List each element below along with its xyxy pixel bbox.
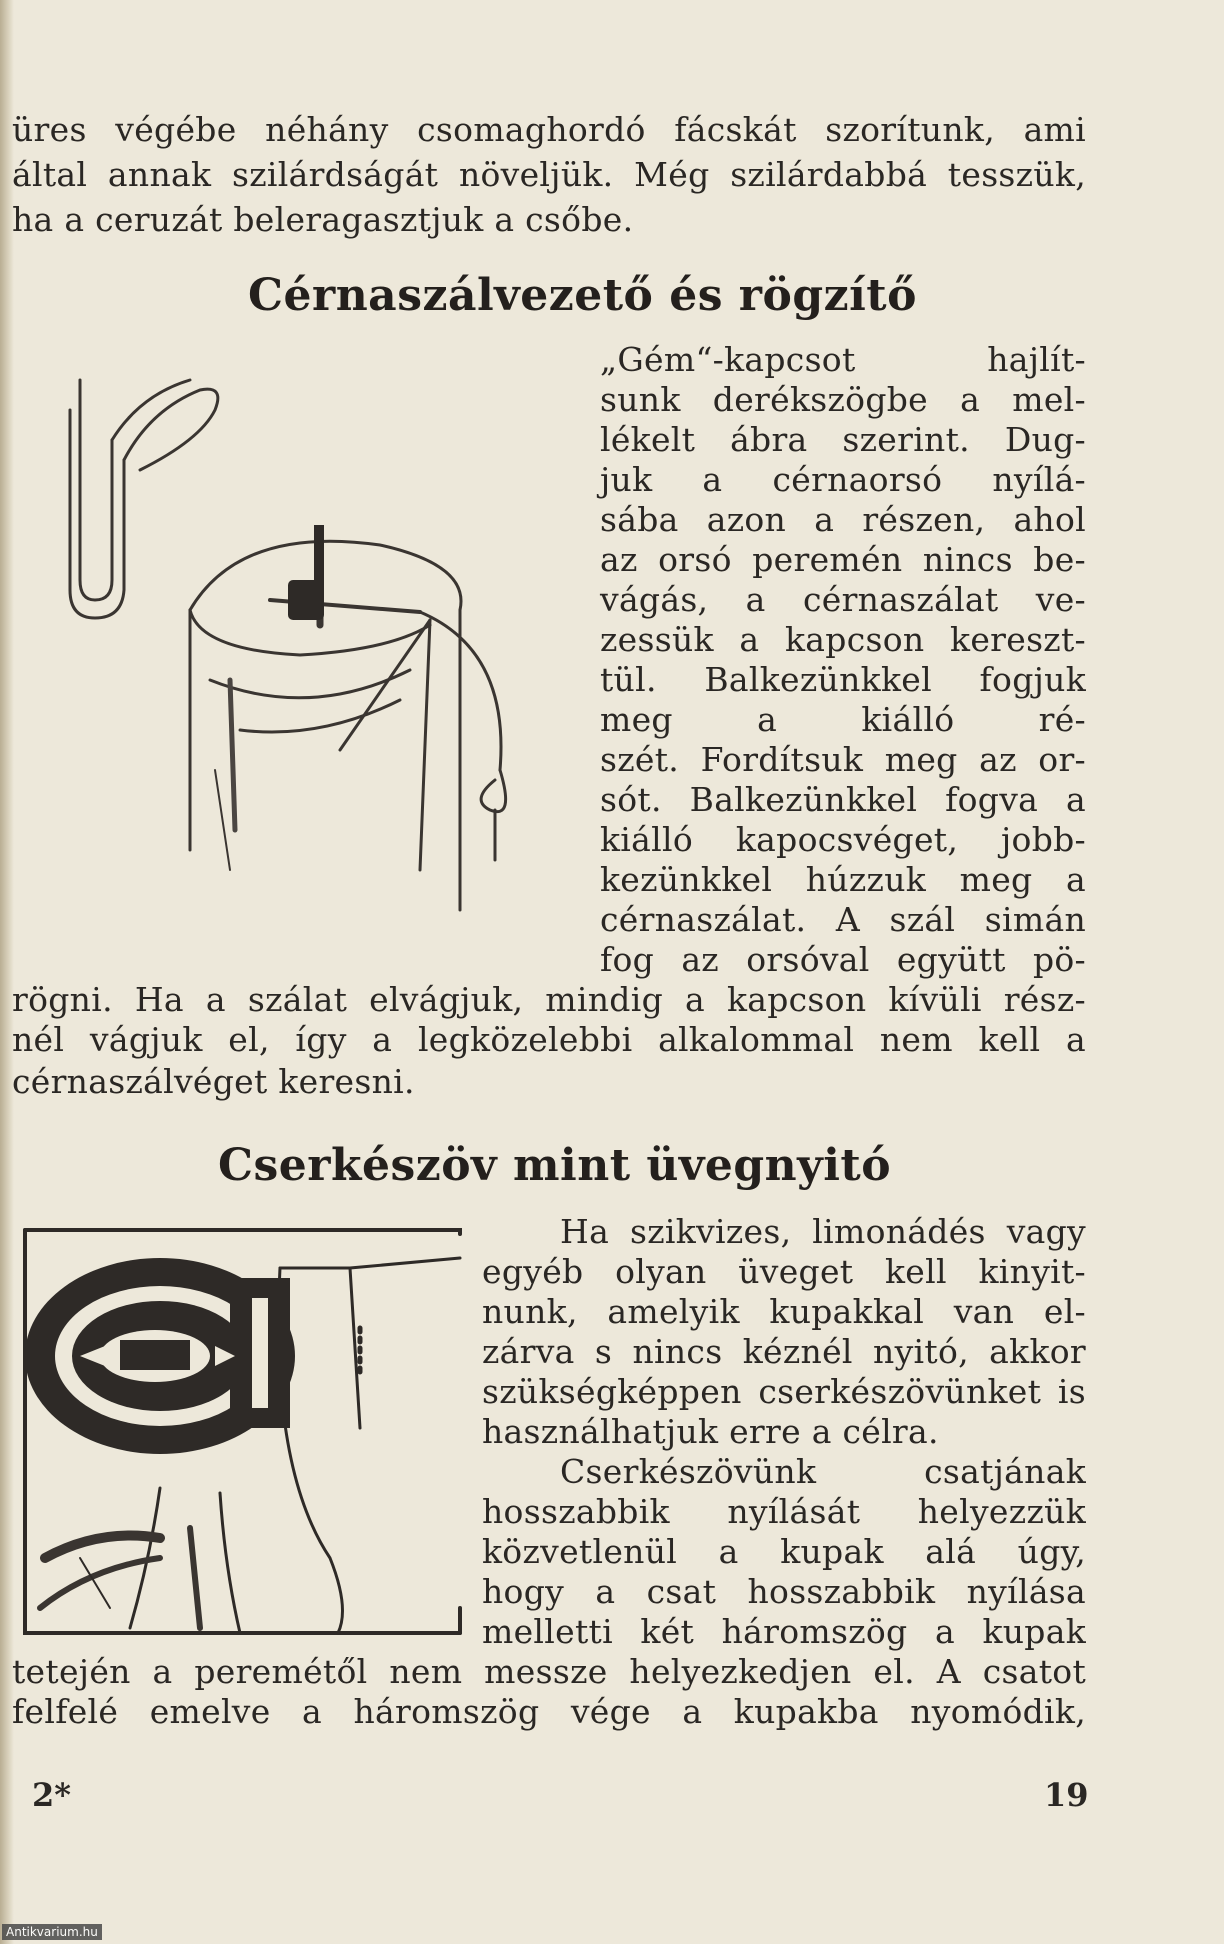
- belt-side-line-8: hosszabbik nyílását helyezzük: [482, 1492, 1086, 1531]
- thread-side-line-15: cérnaszálat. A szál simán: [600, 900, 1086, 939]
- belt-side-line-2: egyéb olyan üveget kell kinyit-: [482, 1252, 1086, 1291]
- intro-line-1: üres végébe néhány csomaghordó fácskát szorítunk, ami: [12, 110, 1086, 149]
- intro-line-2: által annak szilárdságát növeljük. Még szilárdabbá tesszük,: [12, 155, 1086, 194]
- belt-full-line-1: tetején a peremétől nem messze helyezkedjen el. A csatot: [12, 1652, 1086, 1691]
- thread-side-line-6: az orsó peremén nincs be-: [600, 540, 1086, 579]
- thread-side-line-8: zessük a kapcson kereszt-: [600, 620, 1086, 659]
- thread-side-line-12: sót. Balkezünkkel fogva a: [600, 780, 1086, 819]
- belt-side-line-10: hogy a csat hosszabbik nyílása: [482, 1572, 1086, 1611]
- thread-side-line-4: juk a cérnaorsó nyílá-: [600, 460, 1086, 499]
- belt-side-line-5: szükségképpen cserkészövünket is: [482, 1372, 1086, 1411]
- thread-spool-clip-illustration: [40, 350, 540, 950]
- thread-full-line-1: rögni. Ha a szálat elvágjuk, mindig a kapcson kívüli rész-: [12, 980, 1086, 1019]
- section-heading-thread-guide: Cérnaszálvezető és rögzítő: [248, 270, 917, 321]
- belt-side-line-1: Ha szikvizes, limonádés vagy: [560, 1212, 1086, 1251]
- belt-side-line-6: használhatjuk erre a célra.: [482, 1412, 939, 1451]
- page-number: 19: [1044, 1776, 1089, 1814]
- thread-side-line-2: sunk derékszögbe a mel-: [600, 380, 1086, 419]
- belt-side-line-3: nunk, amelyik kupakkal van el-: [482, 1292, 1086, 1331]
- thread-side-line-13: kiálló kapocsvéget, jobb-: [600, 820, 1086, 859]
- antikvarium-watermark: Antikvarium.hu: [2, 1924, 102, 1940]
- thread-side-line-11: szét. Fordítsuk meg az or-: [600, 740, 1086, 779]
- belt-side-line-11: melletti két háromszög a kupak: [482, 1612, 1086, 1651]
- section-heading-belt-opener: Cserkészöv mint üvegnyitó: [218, 1140, 892, 1191]
- thread-full-line-2: nél vágjuk el, így a legközelebbi alkalommal nem kell a: [12, 1020, 1086, 1059]
- belt-full-line-2: felfelé emelve a háromszög vége a kupakba nyomódik,: [12, 1692, 1086, 1731]
- thread-full-line-3: cérnaszálvéget keresni.: [12, 1062, 415, 1101]
- signature-mark: 2*: [32, 1776, 71, 1814]
- thread-side-line-5: sába azon a részen, ahol: [600, 500, 1086, 539]
- thread-side-line-3: lékelt ábra szerint. Dug-: [600, 420, 1086, 459]
- thread-side-line-1: „Gém“-kapcsot hajlít-: [600, 340, 1086, 379]
- thread-side-line-9: tül. Balkezünkkel fogjuk: [600, 660, 1086, 699]
- belt-side-line-9: közvetlenül a kupak alá úgy,: [482, 1532, 1086, 1571]
- thread-side-line-7: vágás, a cérnaszálat ve-: [600, 580, 1086, 619]
- belt-side-line-4: zárva s nincs kéznél nyitó, akkor: [482, 1332, 1086, 1371]
- belt-buckle-bottle-illustration: [20, 1228, 466, 1638]
- thread-side-line-10: meg a kiálló ré-: [600, 700, 1086, 739]
- thread-side-line-16: fog az orsóval együtt pö-: [600, 940, 1086, 979]
- belt-side-line-7: Cserkészövünk csatjának: [560, 1452, 1086, 1491]
- thread-side-line-14: kezünkkel húzzuk meg a: [600, 860, 1086, 899]
- intro-line-3: ha a ceruzát beleragasztjuk a csőbe.: [12, 200, 634, 239]
